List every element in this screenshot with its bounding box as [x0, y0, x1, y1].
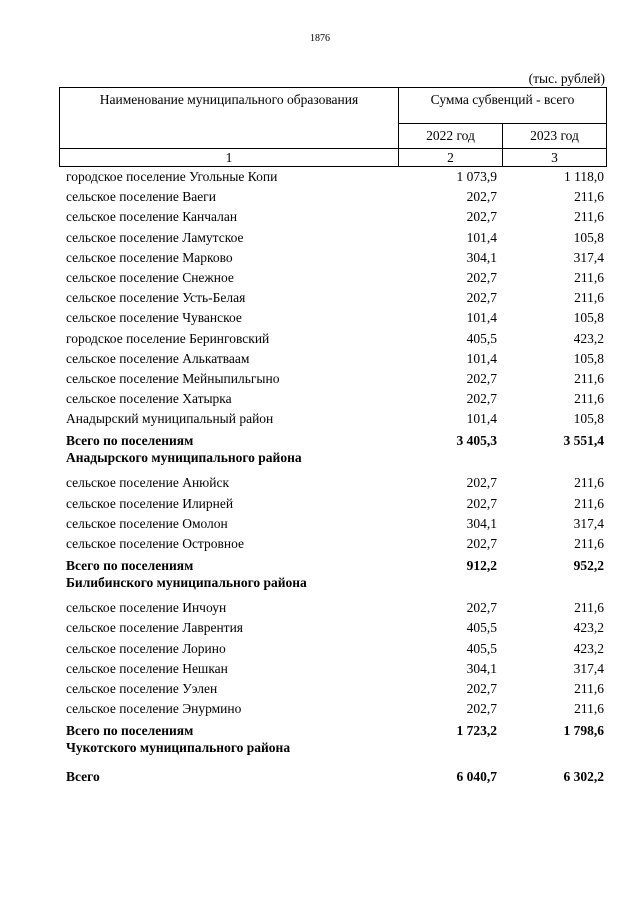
row-name: городское поселение Угольные Копи: [66, 169, 278, 184]
header-year-2022: 2022 год: [399, 123, 503, 148]
row-value-2023: 211,6: [574, 701, 604, 717]
grand-total-value-2022: 6 040,7: [456, 769, 497, 785]
row-value-2023: 211,6: [574, 680, 604, 696]
table-row: [59, 659, 607, 679]
table-row: [59, 248, 607, 268]
header-sum-column: Сумма субвенций - всего: [399, 88, 607, 124]
row-name: городское поселение Беринговский: [66, 330, 270, 346]
table-row: [59, 618, 607, 638]
row-value-2023: 211,6: [574, 290, 604, 306]
row-value-2022: 202,7: [466, 680, 497, 696]
table-body: [59, 167, 607, 789]
row-name: сельское поселение Омолон: [66, 515, 228, 531]
row-value-2023: 423,2: [573, 330, 604, 346]
subtotal-value-2023: 952,2: [573, 558, 604, 574]
row-value-2022: 405,5: [466, 620, 497, 636]
header-col-number-1: 1: [60, 149, 399, 167]
header-col-number-2: 2: [399, 149, 503, 167]
subtotal-label-line1: Всего по поселениям: [66, 558, 194, 574]
row-name: сельское поселение Ламутское: [66, 229, 244, 245]
row-value-2022: 304,1: [466, 515, 497, 531]
row-value-2023: 317,4: [573, 515, 604, 531]
table-row: [59, 308, 607, 328]
table-header: [59, 87, 607, 167]
row-value-2023: 423,2: [573, 640, 604, 656]
table-row: [59, 268, 607, 288]
row-value-2023: 211,6: [574, 209, 604, 225]
grand-total-value-2023: 6 302,2: [563, 769, 604, 785]
row-name: сельское поселение Инчоун: [66, 600, 227, 616]
table-row: [59, 699, 607, 719]
row-value-2023: 423,2: [573, 620, 604, 636]
table-row: [59, 534, 607, 554]
row-value-2023: 211,6: [574, 475, 604, 491]
row-value-2023: 211,6: [574, 189, 604, 205]
header-year-2023: 2023 год: [503, 123, 607, 148]
table-row: [59, 288, 607, 308]
page-number: 1876: [310, 33, 330, 44]
subtotal-label-line1: Всего по поселениям: [66, 433, 194, 449]
row-name: сельское поселение Канчалан: [66, 209, 238, 225]
subtotal-label-line2: Анадырского муниципального района: [66, 450, 302, 466]
row-value-2022: 202,7: [466, 189, 497, 205]
row-value-2023: 211,6: [574, 370, 604, 386]
table-row: [59, 329, 607, 349]
subtotal-value-2023: 3 551,4: [563, 433, 604, 449]
table-row: [59, 639, 607, 659]
subtotal-value-2022: 3 405,3: [456, 433, 497, 449]
table-row: [59, 187, 607, 207]
subtotal-label: [66, 432, 302, 466]
header-name-column: Наименование муниципального образования: [60, 88, 399, 149]
row-value-2023: 105,8: [573, 310, 604, 326]
table-row: [59, 409, 607, 429]
row-value-2023: 211,6: [574, 600, 604, 616]
row-value-2022: 101,4: [466, 411, 497, 427]
subtotal-value-2022: 1 723,2: [456, 723, 497, 739]
row-name: сельское поселение Мейныпильгыно: [66, 370, 280, 386]
row-name: сельское поселение Марково: [66, 249, 233, 265]
row-value-2023: 105,8: [573, 411, 604, 427]
subtotal-label: [66, 557, 307, 591]
row-name: сельское поселение Энурмино: [66, 701, 242, 717]
row-value-2022: 101,4: [466, 350, 497, 366]
row-value-2023: 1 118,0: [564, 169, 604, 184]
table-row: [59, 473, 607, 493]
row-name: сельское поселение Анюйск: [66, 475, 230, 491]
table-row: [59, 598, 607, 618]
row-value-2022: 1 073,9: [456, 169, 497, 184]
row-value-2022: 202,7: [466, 209, 497, 225]
table-row: [59, 514, 607, 534]
row-value-2022: 202,7: [466, 701, 497, 717]
row-name: сельское поселение Чуванское: [66, 310, 242, 326]
subtotal-label: [66, 722, 290, 756]
subtotal-value-2023: 1 798,6: [563, 723, 604, 739]
subtotal-label-line2: Билибинского муниципального района: [66, 575, 307, 591]
row-name: сельское поселение Лаврентия: [66, 620, 244, 636]
row-name: сельское поселение Нешкан: [66, 660, 228, 676]
subtotal-label-line1: Всего по поселениям: [66, 723, 194, 739]
row-value-2022: 202,7: [466, 269, 497, 285]
row-value-2022: 405,5: [466, 330, 497, 346]
row-value-2022: 101,4: [466, 310, 497, 326]
row-name: сельское поселение Хатырка: [66, 391, 232, 407]
table-row: [59, 494, 607, 514]
row-value-2023: 211,6: [574, 391, 604, 407]
row-value-2022: 202,7: [466, 391, 497, 407]
row-name: сельское поселение Илирней: [66, 495, 234, 511]
row-value-2023: 211,6: [574, 495, 604, 511]
table-row: [59, 349, 607, 369]
table-row: [59, 369, 607, 389]
header-col-number-3: 3: [503, 149, 607, 167]
subtotal-row: [59, 554, 607, 598]
grand-total-label: Всего: [66, 769, 100, 785]
row-name: Анадырский муниципальный район: [66, 411, 274, 427]
row-value-2023: 317,4: [573, 249, 604, 265]
subtotal-label-line2: Чукотского муниципального района: [66, 740, 291, 756]
row-value-2023: 317,4: [573, 660, 604, 676]
row-value-2022: 202,7: [466, 536, 497, 551]
subtotal-row: [59, 429, 607, 473]
subtotal-row: [59, 719, 607, 763]
table-row: [59, 389, 607, 409]
row-value-2022: 202,7: [466, 290, 497, 306]
units-label: (тыс. рублей): [528, 71, 605, 86]
row-name: сельское поселение Лорино: [66, 640, 226, 656]
row-value-2022: 202,7: [466, 475, 497, 491]
table-row: [59, 228, 607, 248]
row-value-2022: 304,1: [466, 249, 497, 265]
table-row: [59, 207, 607, 227]
subtotal-value-2022: 912,2: [466, 558, 497, 574]
row-name: сельское поселение Снежное: [66, 269, 234, 285]
row-value-2023: 211,6: [574, 536, 604, 551]
row-value-2023: 105,8: [573, 229, 604, 245]
row-name: сельское поселение Уэлен: [66, 680, 218, 696]
grand-total-row: [59, 765, 607, 789]
row-value-2023: 105,8: [573, 350, 604, 366]
row-name: сельское поселение Усть-Белая: [66, 290, 246, 306]
row-value-2022: 405,5: [466, 640, 497, 656]
row-value-2022: 202,7: [466, 600, 497, 616]
row-value-2022: 304,1: [466, 660, 497, 676]
row-value-2023: 211,6: [574, 269, 604, 285]
row-name: сельское поселение Алькатваам: [66, 350, 250, 366]
table-row: [59, 679, 607, 699]
row-value-2022: 101,4: [466, 229, 497, 245]
row-value-2022: 202,7: [466, 495, 497, 511]
row-name: сельское поселение Ваеги: [66, 189, 216, 205]
table-row: [59, 167, 607, 187]
row-value-2022: 202,7: [466, 370, 497, 386]
row-name: сельское поселение Островное: [66, 536, 245, 551]
